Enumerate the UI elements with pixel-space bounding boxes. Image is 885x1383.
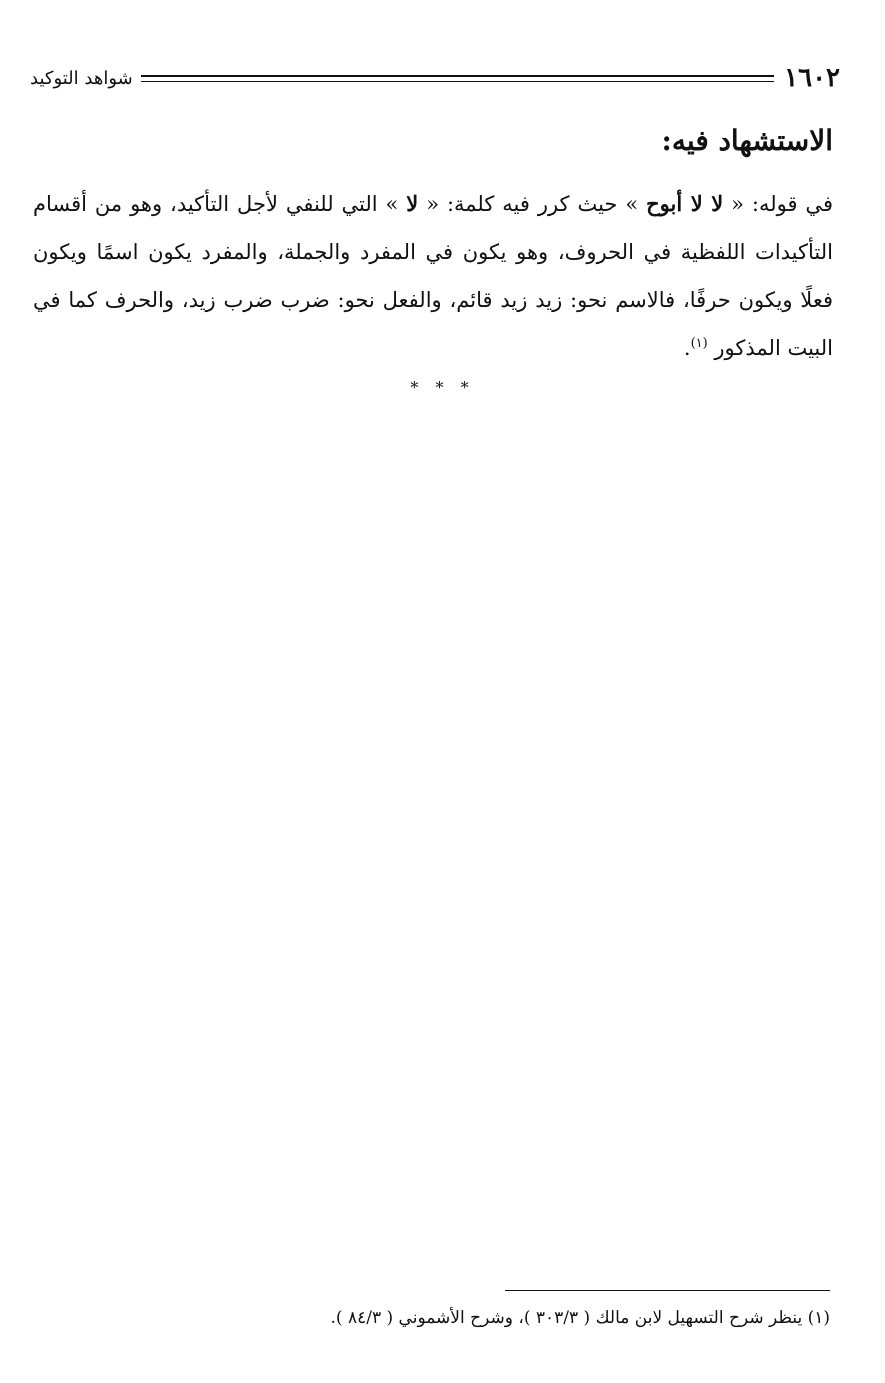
footnote: (١) ينظر شرح التسهيل لابن مالك ( ٣٠٣/٣ )، وشرح الأشموني ( ٨٤/٣ ). xyxy=(330,1308,830,1328)
running-header xyxy=(30,58,840,98)
paragraph-text: » التي للنفي لأجل التأكيد، وهو من أقسام التأكيدات اللفظية في الحروف، وهو يكون في المفرد والجملة، والمفرد يكون اسمًا ويكون فعلًا ويكون حرفًا، فالاسم نحو: زيد زيد قائم، والفعل نحو: ضرب ضرب زيد، والحرف كما في البيت المذكور xyxy=(33,192,833,360)
header-rule xyxy=(141,75,774,82)
section-separator: * * * xyxy=(410,378,475,397)
quoted-word: لا xyxy=(406,191,419,216)
quoted-phrase: لا لا أبوح xyxy=(646,191,724,216)
body-paragraph xyxy=(33,180,833,372)
paragraph-text: في قوله: « xyxy=(723,192,833,216)
paragraph-text: . xyxy=(683,336,691,360)
paragraph-text: » حيث كرر فيه كلمة: « xyxy=(418,192,647,216)
footnote-rule xyxy=(505,1290,830,1291)
running-title: شواهد التوكيد xyxy=(30,67,133,89)
footnote-reference: (١) xyxy=(690,336,708,351)
section-heading: الاستشهاد فيه: xyxy=(661,124,833,157)
page-number: ١٦٠٢ xyxy=(784,63,840,93)
